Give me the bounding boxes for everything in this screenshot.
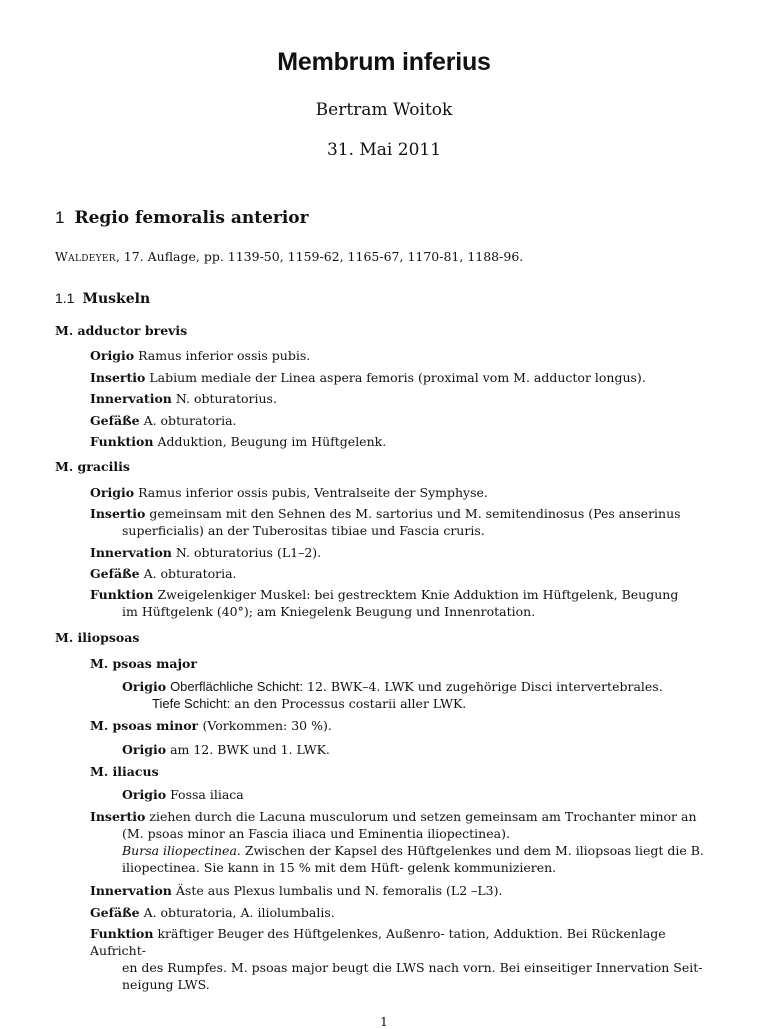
subsection-heading [55, 290, 150, 307]
entry-text: kräftiger Beuger des Hüftgelenkes, Außenro- tation, Adduktion. Bei Rückenlage Aufricht- [90, 926, 666, 958]
reference-line [55, 249, 523, 264]
entry-text: A. obturatoria. [143, 566, 237, 581]
entry-key: Gefäße [90, 566, 140, 581]
entry-key: Origio [90, 485, 135, 500]
entry-origio [90, 347, 720, 364]
entry-funktion [90, 586, 720, 620]
entry-text: Ramus inferior ossis pubis. [138, 348, 311, 363]
entry-key: Insertio [90, 370, 146, 385]
entry-insertio [90, 808, 720, 876]
entry-key: Insertio [90, 506, 146, 521]
entry-text-continued: en des Rumpfes. M. psoas major beugt die LWS nach vorn. Bei einseitiger Innervation Seit- [122, 960, 703, 975]
entry-gefaesse [90, 904, 720, 921]
entry-text: Labium mediale der Linea aspera femoris (proximal vom M. adductor longus). [149, 370, 646, 385]
entry-funktion [90, 433, 720, 450]
entry-key: Funktion [90, 587, 154, 602]
entry-key: Gefäße [90, 905, 140, 920]
entry-key: Innervation [90, 391, 172, 406]
entry-text: 12. BWK–4. LWK und zugehörige Disci intervertebrales. [303, 679, 663, 694]
entry-key: Origio [122, 787, 167, 802]
entry-origio [122, 741, 722, 758]
entry-key: Funktion [90, 926, 154, 941]
entry-funktion [90, 925, 720, 993]
entry-text-continued [122, 695, 722, 712]
reference-text: , 17. Auflage, pp. 1139-50, 1159-62, 1165-67, 1170-81, 1188-96. [115, 249, 524, 264]
entry-innervation [90, 882, 720, 899]
entry-text: A. obturatoria. [143, 413, 237, 428]
entry-text-continued [90, 842, 720, 859]
submuscle-heading-psoas-minor [90, 718, 332, 733]
entry-text: ziehen durch die Lacuna musculorum und setzen gemeinsam am Trochanter minor an [149, 809, 697, 824]
muscle-heading-gracilis: M. gracilis [55, 459, 130, 474]
submuscle-heading-psoas-major: M. psoas major [90, 656, 197, 671]
entry-key: Origio [122, 742, 167, 757]
document-title: Membrum inferius [277, 48, 491, 76]
entry-label-sans: Tiefe Schicht: [152, 696, 231, 711]
entry-text: an den Processus costarii aller LWK. [230, 696, 467, 711]
entry-key: Insertio [90, 809, 146, 824]
submuscle-note: (Vorkommen: 30 %). [202, 718, 332, 733]
entry-text-continued: im Hüftgelenk (40°); am Kniegelenk Beugung und Innenrotation. [122, 604, 536, 619]
entry-gefaesse [90, 412, 720, 429]
entry-italic-term: Bursa iliopectinea [122, 843, 237, 858]
entry-text-continued: (M. psoas minor an Fascia iliaca und Eminentia iliopectinea). [122, 826, 510, 841]
entry-text: Äste aus Plexus lumbalis und N. femoralis (L2 –L3). [175, 883, 503, 898]
entry-text-continued: iliopectinea. Sie kann in 15 % mit dem Hüft- gelenk kommunizieren. [122, 860, 557, 875]
entry-key: Origio [90, 348, 135, 363]
entry-text: N. obturatorius. [175, 391, 277, 406]
subsection-number: 1.1 [55, 290, 75, 306]
entry-text: Adduktion, Beugung im Hüftgelenk. [157, 434, 387, 449]
entry-gefaesse [90, 565, 720, 582]
subsection-title: Muskeln [82, 291, 151, 307]
entry-insertio [90, 369, 720, 386]
section-number: 1 [55, 208, 65, 227]
entry-insertio [90, 505, 720, 539]
muscle-heading-adductor-brevis: M. adductor brevis [55, 323, 188, 338]
submuscle-heading-iliacus: M. iliacus [90, 764, 159, 779]
section-heading [55, 208, 309, 228]
muscle-heading-iliopsoas: M. iliopsoas [55, 630, 140, 645]
entry-text: am 12. BWK und 1. LWK. [170, 742, 330, 757]
entry-text: A. obturatoria, A. iliolumbalis. [143, 905, 335, 920]
entry-key: Innervation [90, 883, 172, 898]
entry-text: . Zwischen der Kapsel des Hüftgelenkes und dem M. iliopsoas liegt die B. [236, 843, 704, 858]
entry-text: Ramus inferior ossis pubis, Ventralseite der Symphyse. [138, 485, 488, 500]
entry-text-continued: neigung LWS. [122, 977, 210, 992]
entry-text: Zweigelenkiger Muskel: bei gestrecktem Knie Adduktion im Hüftgelenk, Beugung [157, 587, 679, 602]
entry-origio [122, 786, 722, 803]
entry-text: N. obturatorius (L1–2). [175, 545, 322, 560]
entry-innervation [90, 544, 720, 561]
entry-origio [90, 484, 720, 501]
entry-text-continued: superficialis) an der Tuberositas tibiae und Fascia cruris. [122, 523, 485, 538]
document-author: Bertram Woitok [315, 100, 453, 120]
document-date: 31. Mai 2011 [326, 140, 442, 160]
entry-origio [122, 678, 722, 712]
entry-text: Fossa iliaca [170, 787, 244, 802]
section-title: Regio femoralis anterior [74, 208, 309, 228]
reference-author: Waldeyer [55, 249, 116, 264]
entry-key: Funktion [90, 434, 154, 449]
entry-key: Origio [122, 679, 167, 694]
entry-label-sans: Oberflächliche Schicht: [170, 679, 304, 694]
entry-key: Gefäße [90, 413, 140, 428]
entry-innervation [90, 390, 720, 407]
entry-text: gemeinsam mit den Sehnen des M. sartorius und M. semitendinosus (Pes anserinus [149, 506, 681, 521]
entry-key: Innervation [90, 545, 172, 560]
submuscle-name: M. psoas minor [90, 718, 199, 733]
page-number: 1 [380, 1014, 388, 1029]
